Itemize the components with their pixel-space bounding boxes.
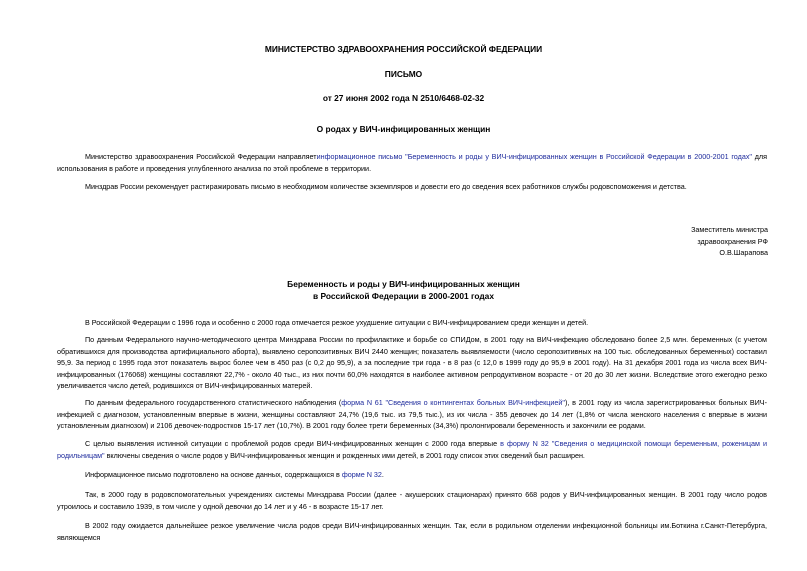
info-paragraph-4 bbox=[57, 438, 767, 461]
signature-block bbox=[691, 224, 768, 259]
info-paragraph-1: В Российской Федерации с 1996 года и особенно с 2000 года отмечается резкое ухудшение ситуации с ВИЧ-инфицированием среди женщин и детей. bbox=[85, 318, 589, 327]
info-paragraph-5 bbox=[57, 469, 767, 481]
info-paragraph-2: По данным Федерального научно-методического центра Минздрава России по профилактике и борьбе со СПИДом, в 2001 году на ВИЧ-инфекцию обследовано более 2,5 млн. беременных (с учетом обратившихся для производства артифициального аборта), выявлено серопозитивных ВИЧ 2440 женщин; показатель выявляемости (число серопозитивных на 100 тыс. обследованных беременных) составил 95,9. За период с 1995 года этот показатель вырос более чем в 450 раз (с 0,2 до 95,9), а за последние три года - в 8 раз (с 12,0 в 1999 году до 95,9 в 2001 году). На 31 декабря 2001 года из числа всех ВИЧ-инфицированных (176068) женщины составляют 22,7% - около 40 тыс., из них почти 60,0% находятся в наиболее активном репродуктивном возрасте - от 20 до 30 лет жизни. Вследствие этого ежегодно резко увеличивается число детей, родившихся от ВИЧ-инфицированных матерей. bbox=[57, 335, 767, 391]
form-32-link[interactable]: в форму N 32 "Сведения о медицинской помощи беременным, роженицам и родильницам" bbox=[57, 439, 767, 460]
form-32-short-link[interactable]: форме N 32 bbox=[341, 470, 382, 479]
info-paragraph-3 bbox=[57, 397, 767, 432]
letter-paragraph-1 bbox=[57, 151, 767, 174]
doc-type-heading: ПИСЬМО bbox=[384, 69, 423, 79]
info-p4-text-end: включены сведения о числе родов у ВИЧ-инфицированных женщин и рожденных ими детей, в 2001 году список этих сведений был расширен. bbox=[104, 450, 585, 460]
signature-position: Заместитель министра bbox=[691, 225, 768, 234]
info-title-line-2: в Российской Федерации в 2000-2001 годах bbox=[313, 291, 494, 301]
info-p5-text: Информационное письмо подготовлено на основе данных, содержащихся в bbox=[85, 470, 342, 479]
info-paragraph-7: В 2002 году ожидается дальнейшее резкое увеличение числа родов среди ВИЧ-инфицированных женщин. Так, если в родильном отделении инфекционной больницы им.Боткина г.Санкт-Петербурга, являющемся bbox=[57, 521, 767, 542]
info-title-line-1: Беременность и роды у ВИЧ-инфицированных женщин bbox=[287, 279, 520, 289]
info-p4-text: С целью выявления истинной ситуации с проблемой родов среди ВИЧ-инфицированных женщин с 2000 года впервые bbox=[85, 439, 501, 448]
form-61-link[interactable]: форма N 61 "Сведения о контингентах больных ВИЧ-инфекцией" bbox=[341, 398, 565, 407]
subject-heading: О родах у ВИЧ-инфицированных женщин bbox=[316, 124, 491, 134]
ministry-heading: МИНИСТЕРСТВО ЗДРАВООХРАНЕНИЯ РОССИЙСКОЙ ФЕДЕРАЦИИ bbox=[264, 44, 543, 54]
info-paragraph-6: Так, в 2000 году в родовспомогательных учреждениях системы Минздрава России (далее - акушерских стационарах) принято 668 родов у ВИЧ-инфицированных женщин. В 2001 году число родов утроилось и составило 1939, в том числе у одной девочки до 14 лет и у 46 - в возрасте 15-17 лет. bbox=[57, 490, 767, 511]
info-p5-text-end: . bbox=[381, 470, 384, 479]
letter-p1-text: Министерство здравоохранения Российской Федерации направляет bbox=[85, 152, 317, 161]
letter-paragraph-2: Минздрав России рекомендует растиражировать письмо в необходимом количестве экземпляров и довести его до сведения всех работников службы родовспоможения и детства. bbox=[85, 182, 687, 191]
signature-org: здравоохранения РФ bbox=[697, 236, 768, 246]
date-number-heading: от 27 июня 2002 года N 2510/6468-02-32 bbox=[322, 93, 485, 103]
info-p3-text: По данным федерального государственного статистического наблюдения ( bbox=[85, 398, 342, 407]
info-letter-link[interactable]: информационное письмо "Беременность и роды у ВИЧ-инфицированных женщин в Российской Федерации в 2000-2001 годах" bbox=[316, 152, 752, 161]
signature-name: О.В.Шарапова bbox=[719, 248, 768, 258]
info-p3-text-end: ), в 2001 году из числа зарегистрированных больных ВИЧ-инфекцией с диагнозом, установленным впервые в жизни, женщины составляют 24,7% (19,6 тыс. из 79,5 тыс.), из их числа - 355 девочек до 14 лет (1,8% от числа женского населения с впервые в жизни установленным диагнозом) и 2106 девочек-подростков 15-17 лет (10,7%). В 2001 году более трети беременных (34,3%) пролонгировали беременность и закончили ее родами. bbox=[57, 398, 767, 431]
letter-p1-text-end: для использования в работе и проведения углубленного анализа по этой проблеме в территории. bbox=[57, 152, 767, 173]
